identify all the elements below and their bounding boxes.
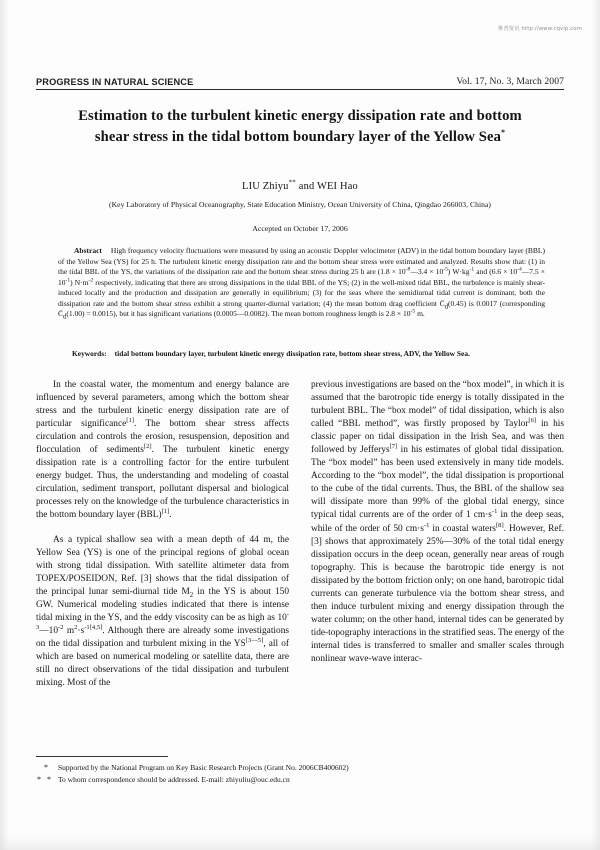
scan-edge-left (0, 0, 9, 850)
keywords-label: Keywords: (72, 349, 107, 358)
abstract-text-8: (0.45) is 0.0017 (corresponding C̄ (58, 298, 545, 319)
para-left-2-exp-1: -3 (36, 610, 289, 631)
abstract-exp-1: -8 (405, 266, 411, 273)
abstract-text-4: and (6.6 × 10 (474, 267, 518, 277)
author-conjunction: and (295, 181, 317, 192)
abstract-sub-2: d (63, 313, 67, 321)
citation-ref-8: [8] (495, 521, 504, 529)
abstract-label: Abstract (74, 246, 102, 255)
citation-ref-7: [7] (389, 443, 398, 451)
paragraph-yellow-sea (36, 534, 289, 691)
abstract-text-5: —7.5 × 10 (58, 267, 546, 287)
journal-name: PROGRESS IN NATURAL SCIENCE (36, 77, 194, 87)
para-left-2-f: . Although there are already some investigations on the tidal dissipation and turbulent mixing in the YS (36, 625, 290, 649)
para-right-1-b: in his classic paper on tidal dissipation in the Irish Sea, and was then followed by Jefferys (311, 419, 564, 456)
para-right-1-a: previous investigations are based on the “box model”, in which it is assumed that the barotropic tide energy is totally dissipated in the turbulent BBL. The “box model” of tidal dissipation, which is also called “BBL method”, was firstly proposed by Taylor (311, 380, 564, 430)
para-right-1-c: in his estimates of global tidal dissipation. The “box model” has been used extensively in many tide models. According to the “box model”, the tidal dissipation is proportional to the cube of the tidal currents. Thus, the BBL of the shallow sea will dissipate more than 99% of the global tidal energy, since typical tidal currents are of the order of 1 cm·s (311, 445, 564, 521)
para-left-2-e: ·s (77, 625, 85, 636)
paper-title-footnote-marker: * (500, 128, 506, 138)
para-left-2-exp-4: -1[4,5] (84, 623, 103, 631)
para-left-2-a: As a typical shallow sea with a mean depth of 44 m, the Yellow Sea (YS) is one of the principal regions of global ocean with strong tidal dissipation. With satellite altimeter data from TOPEX/POSEIDON, Ref. [3] shows that the tidal dissipation of the principal lunar semi-diurnal tide M (36, 534, 289, 597)
keywords (72, 349, 542, 358)
paragraph-intro (36, 379, 289, 523)
abstract-text-3: ) W·kg (447, 267, 470, 277)
para-right-1-d: in the deep seas, while of the order of 50 cm·s (311, 510, 564, 534)
para-left-1-b: . The bottom shear stress affects circulation and controls the erosion, resuspension, deposition and flocculation of sediments (36, 419, 289, 456)
watermark-text: 维普资讯 http://www.cqvip.com (498, 26, 582, 32)
page-title (40, 106, 560, 148)
paper-title-line1: Estimation to the turbulent kinetic energy dissipation rate and bottom (78, 108, 522, 124)
para-left-2-g: , all of which are based on numerical modeling or satellite data, there are still no direct observations of the tidal dissipation and turbulent mixing. Most of the (36, 638, 289, 689)
abstract-text-10: m. (415, 309, 425, 319)
author-footnote-marker: ** (288, 178, 296, 187)
para-right-1-exp-2: -1 (423, 521, 430, 529)
para-left-2-exp-2: -2 (57, 623, 64, 631)
keywords-text: tidal bottom boundary layer, turbulent kinetic energy dissipation rate, bottom shear stress, ADV, the Yellow Sea. (114, 349, 470, 358)
author-name-2: WEI Hao (317, 181, 358, 192)
scan-edge-right (591, 0, 600, 850)
abstract-text-9: (1.00) = 0.0015), but it has significant variations (0.0005—0.0082). The mean bottom roughness length is 2.8 × 10 (66, 309, 411, 319)
para-right-1-f: . However, Ref. [3] shows that approximately 25%—30% of the total tidal energy dissipation occurs in the deep ocean, generally near areas of rough topography. This is because the barotropic tide energy is not dissipated by the bottom friction only; on one hand, barotropic tidal currents can generate turbulence via the bottom shear stress, and then induce turbulent mixing and energy dissipation through the water column; on the other hand, internal tides can be generated by tide-topography interactions in the stratified seas. The energy of the internal tides is transferred to smaller and smaller scales through nonlinear wave-wave interac- (311, 523, 565, 664)
para-left-2-b: in the YS is about 150 GW. Numerical modeling studies indicated that there is intense tidal mixing in the YS, and the eddy viscosity can be as high as 10 (36, 586, 289, 623)
abstract-sub-1: d (444, 303, 449, 311)
running-head (36, 76, 564, 90)
para-left-2-exp-3: 2 (74, 623, 78, 631)
para-left-1-d: . (169, 510, 172, 521)
footnotes (36, 762, 536, 787)
footnote-marker-1: * (44, 763, 48, 772)
para-left-1-a: In the coastal water, the momentum and energy balance are influenced by several parameters, among which the bottom shear stress and the turbulent kinetic energy dissipation rate are of particular significance (36, 380, 289, 430)
issue-info: Vol. 17, No. 3, March 2007 (456, 76, 564, 87)
footnote-funding (36, 762, 536, 774)
abstract-exp-2: -5 (443, 266, 448, 273)
footnote-marker-2: * * (37, 775, 53, 785)
abstract-exp-6: -2 (88, 277, 94, 284)
citation-ref-3: [1] (161, 508, 170, 516)
footnote-text-1: Supported by the National Program on Key Basic Research Projects (Grant No. 2006CB400602) (58, 763, 349, 772)
body-columns (36, 379, 564, 701)
paragraph-box-model (311, 379, 564, 666)
paper-title (40, 106, 560, 148)
abstract-text-1: High frequency velocity fluctuations were measured by using an acoustic Doppler velocimeter (ADV) in the tidal bottom boundary layer (BBL) of the Yellow Sea (YS) for 25 h. The turbulent kinetic energy dissipation rate and the bottom shear stress were estimated and analyzed. Results show that: (1) in the tidal BBL of the YS, the variations of the dissipation rate and the bottom shear stress during 25 h are (1.8 × 10 (58, 246, 545, 277)
abstract-text-7: respectively, indicating that there are strong dissipations in the tidal BBL of the YS; (2) in the well-mixed tidal BBL, the turbulence is mainly shear-induced locally and the production and dissipation are generally in equilibrium; (3) for the seas where the semidiurnal tidal current is dominant, both the dissipation rate and the bottom shear stress exhibit a strong quarter-diurnal variation; (4) the mean bottom drag coefficient C̄ (58, 277, 545, 308)
footnote-text-2: To whom correspondence should be addressed. E-mail: zhiyuliu@ouc.edu.cn (58, 775, 290, 785)
citation-ref-3-5: [3—5] (245, 636, 264, 644)
tide-subscript-m2: 2 (189, 591, 194, 599)
abstract (58, 246, 545, 320)
para-right-1-exp-1: -1 (491, 508, 498, 516)
footnote-correspondence (36, 774, 536, 786)
footnote-divider (36, 756, 168, 757)
accepted-date: Accepted on October 17, 2006 (252, 224, 348, 233)
citation-ref-1: [1] (126, 417, 134, 425)
para-left-2-d: m (63, 625, 75, 636)
para-left-2-c: —10 (39, 625, 58, 636)
column-left (36, 379, 289, 701)
citation-ref-2: [2] (143, 443, 152, 451)
paper-title-line2: shear stress in the tidal bottom boundary layer of the Yellow Sea (94, 129, 501, 145)
abstract-exp-3: -1 (469, 266, 475, 273)
para-right-1-e: in coastal waters (429, 523, 496, 534)
column-right (311, 379, 564, 701)
citation-ref-6: [6] (528, 417, 537, 425)
author-list (40, 178, 560, 192)
abstract-exp-7: -5 (410, 308, 416, 315)
affiliation: (Key Laboratory of Physical Oceanography, State Education Ministry, Ocean University of China, Qingdao 266003, China) (109, 200, 491, 209)
abstract-text-2: —3.4 × 10 (410, 267, 444, 277)
scan-edge-bottom (0, 836, 600, 850)
abstract-text-6: ) N·m (70, 277, 89, 287)
abstract-exp-4: -4 (517, 266, 522, 273)
para-left-1-c: . The turbulent kinetic energy dissipation rate is a controlling factor for the entire turbulent energy budget. Thus, the understanding and modeling of coastal circulation, sediment transport, pollutant dispersal and biological processes rely on the knowledge of the turbulence characteristics in the bottom boundary layer (BBL) (36, 445, 290, 521)
abstract-exp-5: -1 (65, 277, 71, 284)
author-name-1: LIU Zhiyu (242, 181, 289, 192)
